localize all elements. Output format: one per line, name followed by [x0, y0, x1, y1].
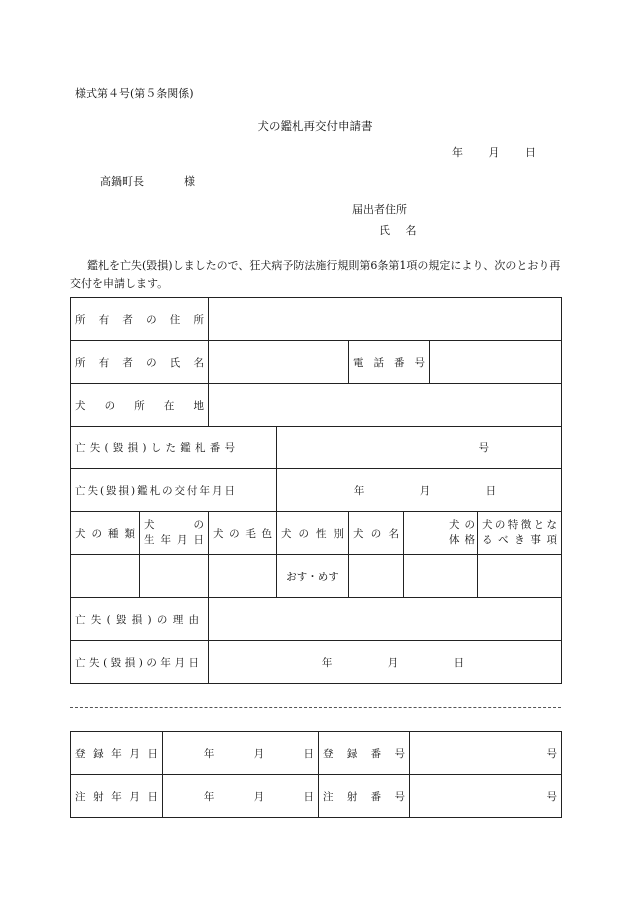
addressee-name: 高鍋町長	[100, 175, 144, 188]
features-header-top: 犬の特徴とな	[482, 519, 557, 531]
application-statement: 鑑札を亡失(毀損)しましたので、狂犬病予防法施行規則第6条第1項の規定により、次のとおり再交付を申請します。	[70, 259, 561, 290]
addressee-honorific: 様	[184, 175, 195, 188]
owner-name-field[interactable]	[209, 341, 349, 384]
year-label: 年	[321, 656, 333, 669]
owner-address-label: 所有者の住所	[71, 298, 209, 341]
birthdate-header	[140, 512, 209, 555]
application-table	[70, 297, 562, 684]
build-header-bottom: 体 格	[449, 534, 475, 546]
lost-date-text: 亡失(毀損)の年月日	[75, 656, 199, 669]
injection-number-label: 注射番号	[319, 775, 410, 818]
owner-address-field[interactable]	[209, 298, 562, 341]
year-label: 年	[203, 747, 215, 760]
year-label: 年	[452, 146, 463, 159]
birthdate-header-top: 犬 の	[144, 519, 204, 531]
month-label: 月	[253, 747, 265, 760]
month-label: 月	[419, 484, 431, 497]
year-label: 年	[203, 790, 215, 803]
day-label: 日	[303, 747, 314, 760]
birthdate-field[interactable]	[140, 555, 209, 598]
build-header-top: 犬 の	[449, 519, 475, 531]
lost-tag-issue-date-text: 亡失(毀損)鑑札の交付年月日	[75, 484, 235, 497]
dog-name-field[interactable]	[349, 555, 404, 598]
lost-tag-number-label	[71, 427, 277, 469]
number-suffix: 号	[546, 790, 557, 803]
application-date	[452, 144, 536, 160]
build-header-inner	[449, 518, 475, 548]
day-label: 日	[525, 146, 536, 159]
registration-date-label: 登録年月日	[71, 732, 163, 775]
lost-date-label	[71, 641, 209, 684]
document-title: 犬の鑑札再交付申請書	[257, 119, 373, 133]
year-label: 年	[353, 484, 365, 497]
month-label: 月	[488, 146, 500, 159]
registration-number-label: 登録番号	[319, 732, 410, 775]
lost-reason-label	[71, 598, 209, 641]
month-label: 月	[253, 790, 265, 803]
lost-tag-number-text: 亡失(毀損)した鑑札番号	[75, 442, 235, 454]
injection-number-field[interactable]	[410, 775, 562, 818]
lost-reason-text: 亡失(毀損)の理由	[75, 613, 199, 626]
injection-date-field[interactable]	[163, 775, 319, 818]
applicant-name-label: 氏 名	[379, 224, 423, 237]
features-header	[478, 512, 562, 555]
month-label: 月	[387, 656, 399, 669]
breed-header: 犬の種類	[71, 512, 140, 555]
build-header-wrap	[406, 518, 475, 548]
dog-name-header: 犬 の 名	[349, 512, 404, 555]
registration-number-field[interactable]	[410, 732, 562, 775]
birthdate-header-bottom: 生年月日	[144, 534, 204, 546]
features-header-bottom: るべき事項	[482, 534, 557, 546]
dog-location-label: 犬の所在地	[71, 384, 209, 427]
day-label: 日	[485, 484, 497, 497]
owner-name-label: 所有者の氏名	[71, 341, 209, 384]
lost-tag-number-field[interactable]	[277, 427, 562, 469]
phone-label: 電話番号	[349, 341, 430, 384]
injection-date-label: 注射年月日	[71, 775, 163, 818]
build-field[interactable]	[404, 555, 478, 598]
lost-reason-field[interactable]	[209, 598, 562, 641]
sex-field[interactable]: おす・めす	[277, 555, 349, 598]
form-number-label: 様式第４号(第５条関係)	[75, 87, 194, 100]
build-header	[404, 512, 478, 555]
breed-field[interactable]	[71, 555, 140, 598]
phone-field[interactable]	[430, 341, 562, 384]
number-suffix: 号	[546, 747, 557, 760]
applicant-address-label: 届出者住所	[352, 203, 407, 216]
registration-date-field[interactable]	[163, 732, 319, 775]
lost-date-field[interactable]	[209, 641, 562, 684]
number-suffix: 号	[478, 442, 489, 454]
office-use-table	[70, 731, 562, 818]
coat-color-header: 犬の毛色	[209, 512, 277, 555]
lost-tag-issue-date-label	[71, 469, 277, 512]
sex-header: 犬の性別	[277, 512, 349, 555]
day-label: 日	[453, 656, 465, 669]
lost-tag-issue-date-field[interactable]	[277, 469, 562, 512]
features-field[interactable]	[478, 555, 562, 598]
day-label: 日	[303, 790, 314, 803]
cut-line	[70, 707, 561, 708]
dog-location-field[interactable]	[209, 384, 562, 427]
coat-color-field[interactable]	[209, 555, 277, 598]
addressee	[100, 173, 195, 189]
